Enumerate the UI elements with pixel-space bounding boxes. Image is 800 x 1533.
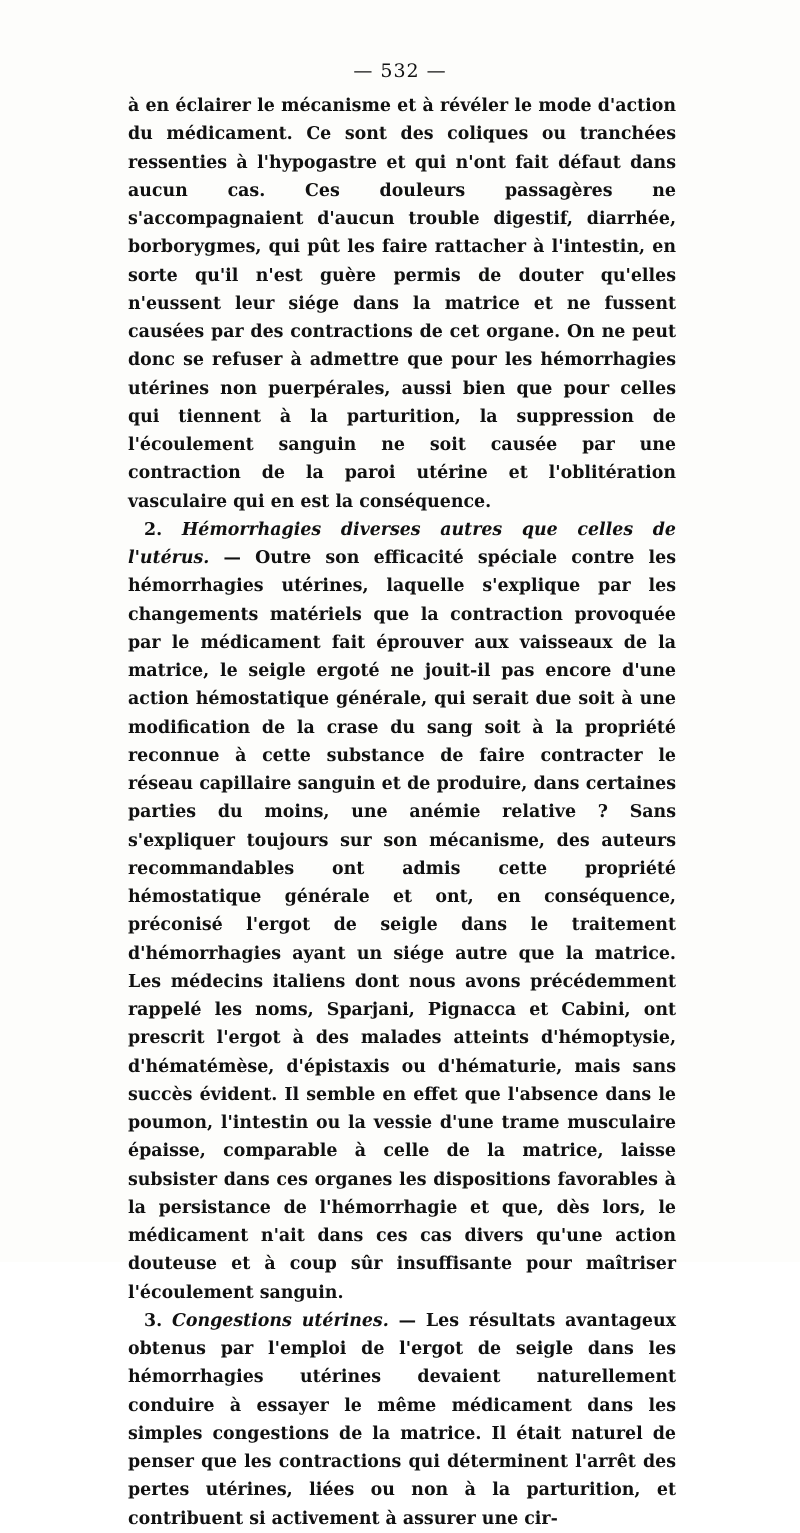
paragraph-1: à en éclairer le mécanisme et à révéler le mode d'action du médicament. Ce sont des coliques ou tranchées ressenties à l'hypogastre et qui n'ont fait défaut dans aucun cas. Ces douleurs passagères ne s'accompagnaient d'aucun trouble digestif, diarrhée, borborygmes, qui pût les faire rattacher à l'intestin, en sorte qu'il n'est guère permis de douter qu'elles n'eussent leur siége dans la matrice et ne fussent causées par des contractions de cet organe. On ne peut donc se refuser à admettre que pour les hémorrhagies utérines non puerpérales, aussi bien que pour celles qui tiennent à la parturition, la suppression de l'écoulement sanguin ne soit causée par une contraction de la paroi utérine et l'oblitération vasculaire qui en est la conséquence.	[128, 96, 676, 512]
section-number-2: 2.	[144, 519, 163, 540]
paragraph-2	[128, 516, 676, 1307]
paragraph-2-body: — Outre son efficacité spéciale contre les hémorrhagies utérines, laquelle s'explique par les changements matériels que la contraction provoquée par le médicament fait éprouver aux vaisseaux de la matrice, le seigle ergoté ne jouit-il pas encore d'une action hémostatique générale, qui serait due soit à une modification de la crase du sang soit à la propriété reconnue à cette substance de faire contracter le réseau capillaire sanguin et de produire, dans certaines parties du moins, une anémie relative ? Sans s'expliquer toujours sur son mécanisme, des auteurs recommandables ont admis cette propriété hémostatique générale et ont, en conséquence, préconisé l'ergot de seigle dans le traitement d'hémorrhagies ayant un siége autre que la matrice. Les médecins italiens dont nous avons précédemment rappelé les noms, Sparjani, Pignacca et Cabini, ont prescrit l'ergot à des malades atteints d'hémoptysie, d'hématémèse, d'épistaxis ou d'hématurie, mais sans succès évident. Il semble en effet que l'absence dans le poumon, l'intestin ou la vessie d'une trame musculaire épaisse, comparable à celle de la matrice, laisse subsister dans ces organes les dispositions favorables à la persistance de l'hémorrhagie et que, dès lors, le médicament n'ait dans ces cas divers qu'une action douteuse et à coup sûr insuffisante pour maîtriser l'écoulement sanguin.	[128, 548, 676, 1303]
section-heading-2: Hémorrhagies diverses autres que celles de l'utérus.	[128, 519, 676, 568]
section-heading-3: Congestions utérines.	[172, 1310, 389, 1331]
body-text	[128, 92, 676, 1533]
page-number: — 532 —	[353, 60, 447, 82]
paragraph-3-body: — Les résultats avantageux obtenus par l'emploi de l'ergot de seigle dans les hémorrhagies utérines devaient naturellement conduire à essayer le même médicament dans les simples congestions de la matrice. Il était naturel de penser que les contractions qui déterminent l'arrêt des pertes utérines, liées ou non à la parturition, et contribuent si activement à assurer une cir-	[128, 1310, 676, 1529]
section-number-3: 3.	[144, 1310, 163, 1331]
paragraph-3	[128, 1307, 676, 1533]
